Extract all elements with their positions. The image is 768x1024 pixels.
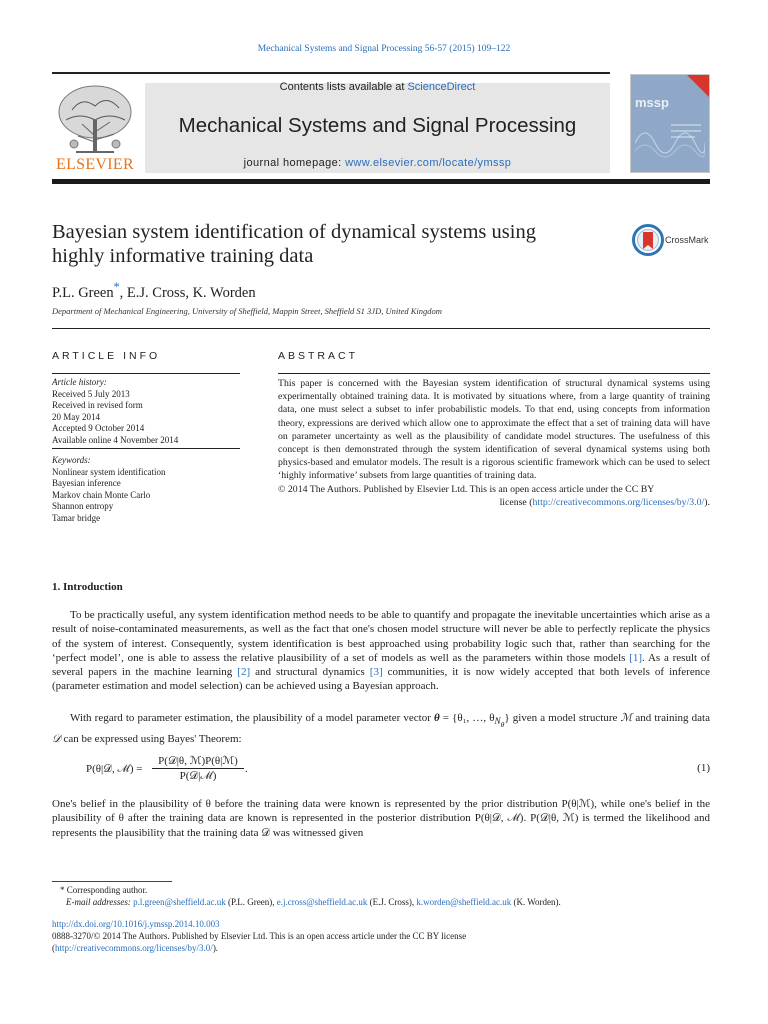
journal-cover-image[interactable] <box>630 74 710 173</box>
cover-waveform <box>635 113 705 169</box>
keywords-rule <box>52 448 240 449</box>
journal-title: Mechanical Systems and Signal Processing <box>178 114 577 137</box>
abstract-body <box>278 377 710 509</box>
history-item: Received in revised form <box>52 400 143 410</box>
equation-numerator: P(𝒟|θ, ℳ)P(θ|ℳ) <box>158 755 238 767</box>
intro-paragraph-3: One's belief in the plausibility of θ before the training data were known is represented by the prior distribution P(θ|ℳ), while one's belief in the plausibility of θ after the training data are known is represented in the posterior distribution P(θ|𝒟, ℳ). P(𝒟|θ, ℳ) is termed the likelihood and represents the plausibility that the training data 𝒟 was witnessed given <box>52 798 710 839</box>
publisher-wordmark: ELSEVIER <box>56 156 134 173</box>
intro-p2-text: With regard to parameter estimation, the plausibility of a model parameter vector <box>70 712 434 724</box>
footer-license-suffix: ). <box>212 943 219 953</box>
footer-license-link[interactable]: http://creativecommons.org/licenses/by/3.0/ <box>55 943 213 953</box>
affiliation: Department of Mechanical Engineering, University of Sheffield, Mappin Street, Sheffield S1 3JD, United Kingdom <box>52 306 442 316</box>
intro-p2-text: = {θ₁, …, θ <box>439 712 495 724</box>
journal-citation[interactable]: Mechanical Systems and Signal Processing 56-57 (2015) 109–122 <box>257 44 511 54</box>
intro-p1-text: . As a result of several papers in the machine learning <box>52 651 711 679</box>
license-prefix: license ( <box>499 496 533 508</box>
doi-line <box>52 918 710 930</box>
abstract-license-link[interactable]: http://creativecommons.org/licenses/by/3.0/ <box>532 496 705 508</box>
email-worden-link[interactable]: k.worden@sheffield.ac.uk <box>416 897 512 907</box>
equation-lhs: P(θ|𝒟, ℳ) = <box>86 763 143 775</box>
author-list <box>52 280 256 302</box>
article-info-rule <box>52 373 240 374</box>
keywords-label: Keywords: <box>52 455 91 465</box>
license-suffix: ). <box>704 496 710 508</box>
article-info-heading: ARTICLE INFO <box>52 350 161 362</box>
history-item: Accepted 9 October 2014 <box>52 423 145 433</box>
keyword-item: Markov chain Monte Carlo <box>52 489 151 500</box>
article-history <box>52 377 242 446</box>
reference-3-link[interactable]: [3] <box>369 666 383 679</box>
footer-license <box>52 942 710 954</box>
keyword-item: Shannon entropy <box>52 501 114 511</box>
masthead-bottom-rule <box>52 179 710 184</box>
intro-p1-text: and structural dynamics <box>250 666 370 679</box>
contents-prefix: Contents lists available at <box>279 81 408 93</box>
footnote-rule <box>52 881 172 882</box>
intro-p1-text: To be practically useful, any system identification method needs to be able to quantify and propagate the inevitable uncertainties which arise as a result of noise-contaminated measurements, as well as the fact that one's chosen model structure will never be able to perfectly replicate the physics of the system of interest. Consequently, system identification is best approached using probability logic such that, rather than searching for the ‘perfect model’, one is able to assess the relative plausibility of a set of models as well as the parameters within those models <box>52 609 710 664</box>
contents-line <box>145 81 610 93</box>
issn-line: 0888-3270/© 2014 The Authors. Published by Elsevier Ltd. This is an open access article under the CC BY license <box>52 931 467 941</box>
equation-denominator: P(𝒟|ℳ) <box>179 770 217 782</box>
author-others: , E.J. Cross, K. Worden <box>119 284 256 301</box>
intro-p1-text: communities, it is now widely accepted that both levels of inference (parameter estimation and model selection) can be achieved using a Bayesian approach. <box>52 666 710 693</box>
history-label: Article history: <box>52 377 107 387</box>
keyword-item: Tamar bridge <box>52 512 101 523</box>
footer-license-prefix: ( <box>52 943 55 953</box>
equation-period: . <box>245 763 248 775</box>
email-cross-name: (E.J. Cross), <box>367 897 417 907</box>
history-item: Available online 4 November 2014 <box>52 434 179 445</box>
section-heading-introduction: 1. Introduction <box>52 581 123 593</box>
homepage-link[interactable]: www.elsevier.com/locate/ymssp <box>345 157 512 169</box>
email-worden-name: (K. Worden). <box>511 897 561 907</box>
paper-title-line1: Bayesian system identification of dynamical systems using <box>52 221 536 243</box>
cover-ribbon <box>687 75 709 97</box>
keyword-item: Nonlinear system identification <box>52 466 166 477</box>
reference-1-link[interactable]: [1] <box>629 651 643 664</box>
title-bottom-rule <box>52 328 710 329</box>
equation-1 <box>86 754 710 784</box>
email-green-link[interactable]: p.l.green@sheffield.ac.uk <box>133 897 226 907</box>
doi-link[interactable]: http://dx.doi.org/10.1016/j.ymssp.2014.10.003 <box>52 919 220 929</box>
email-addresses <box>66 896 724 908</box>
intro-p2-text: can be expressed using Bayes' Theorem: <box>60 733 242 746</box>
abstract-license <box>278 496 710 509</box>
reference-2-link[interactable]: [2] <box>237 666 251 679</box>
abstract-copyright: © 2014 The Authors. Published by Elsevier Ltd. This is an open access article under the CC BY <box>278 483 655 495</box>
abstract-heading: ABSTRACT <box>278 350 359 362</box>
email-green-name: (P.L. Green), <box>225 897 277 907</box>
email-cross-link[interactable]: e.j.cross@sheffield.ac.uk <box>276 897 368 907</box>
paper-title-line2: highly informative training data <box>52 245 314 267</box>
model-symbol: ℳ <box>620 712 633 724</box>
theta-symbol: θ <box>433 712 440 724</box>
keywords <box>52 455 242 524</box>
intro-paragraph-2 <box>52 711 710 747</box>
crossmark-label[interactable]: CrossMark <box>665 235 709 245</box>
data-symbol: 𝒟 <box>52 733 61 746</box>
fraction-bar <box>152 768 244 769</box>
corresponding-author-note: * Corresponding author. <box>60 885 148 895</box>
intro-p2-text: and training data <box>632 712 710 724</box>
cover-title: mssp <box>635 95 669 110</box>
email-label: E-mail addresses: <box>66 897 134 907</box>
n-theta-subscript: Nθ <box>494 716 505 730</box>
corresponding-author-marker[interactable]: * <box>113 280 120 294</box>
intro-paragraph-1 <box>52 608 710 694</box>
history-item: Received 5 July 2013 <box>52 388 130 399</box>
masthead-top-rule <box>52 72 610 74</box>
equation-number: (1) <box>697 762 710 774</box>
crossmark-icon[interactable] <box>632 224 664 256</box>
history-item: 20 May 2014 <box>52 411 100 422</box>
intro-p2-text: } given a model structure <box>504 712 621 724</box>
abstract-rule <box>278 373 710 374</box>
sciencedirect-link[interactable]: ScienceDirect <box>407 81 476 93</box>
paper-title <box>52 220 612 268</box>
keyword-item: Bayesian inference <box>52 478 121 488</box>
author-green: P.L. Green <box>52 284 114 301</box>
journal-homepage <box>145 157 610 169</box>
homepage-prefix: journal homepage: <box>243 157 346 169</box>
abstract-text: This paper is concerned with the Bayesian system identification of structural dynamical systems using experimentally obtained training data. It is motivated by situations where, from a large quantity of training data, one must select a subset to infer probabilistic models. To that end, using concepts from information theory, expressions are derived which allow one to approximate the effect that a set of training data will have on parameter uncertainty as well as the plausibility of candidate model structures. The usefulness of this concept is then demonstrated through the system identification of several dynamical systems using both physics-based and emulator models. The result is a rigorous scientific framework which can be used to select ‘highly informative’ subsets from large quantities of training data. <box>278 378 710 482</box>
